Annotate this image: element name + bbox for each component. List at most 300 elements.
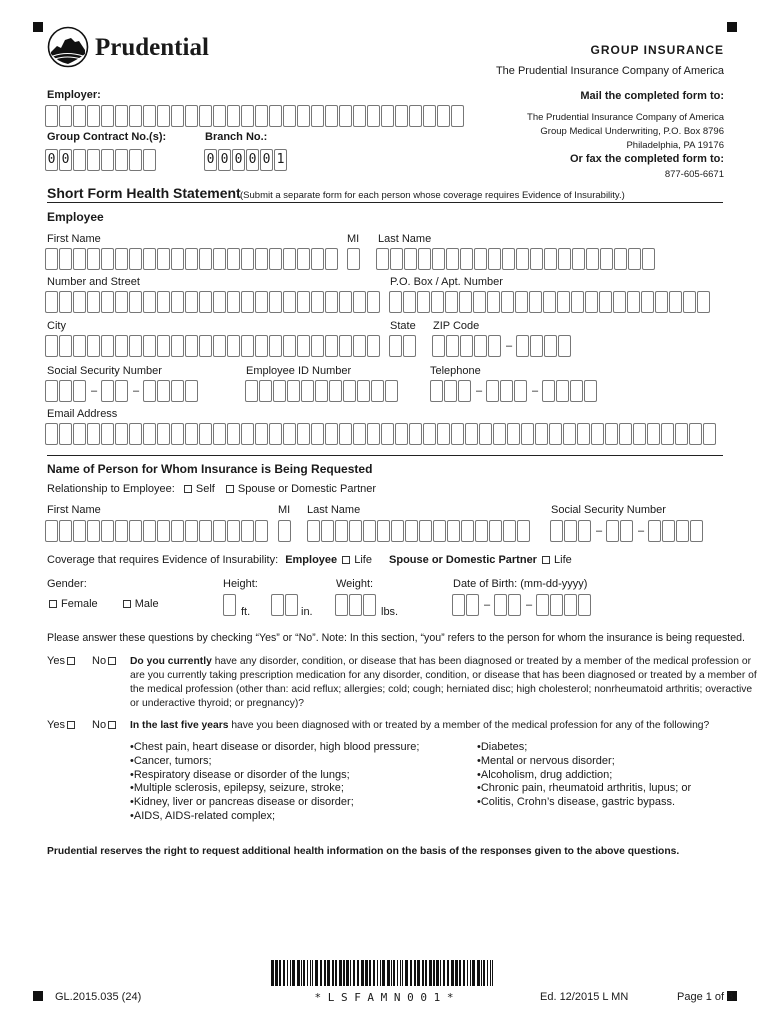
char-box[interactable] [357, 380, 370, 402]
char-box[interactable] [460, 248, 473, 270]
char-box[interactable]: 0 [45, 149, 58, 171]
char-box[interactable] [255, 520, 268, 542]
char-box[interactable] [556, 380, 569, 402]
char-box[interactable] [619, 423, 632, 445]
char-box[interactable] [465, 423, 478, 445]
char-box[interactable] [283, 423, 296, 445]
char-box[interactable] [325, 291, 338, 313]
char-box[interactable] [255, 105, 268, 127]
char-box[interactable] [223, 594, 236, 616]
char-box[interactable] [535, 423, 548, 445]
employee-life-checkbox[interactable] [342, 556, 350, 564]
char-box[interactable] [87, 335, 100, 357]
char-box[interactable] [185, 105, 198, 127]
char-box[interactable] [59, 335, 72, 357]
char-box[interactable] [45, 520, 58, 542]
char-box[interactable] [571, 291, 584, 313]
char-box[interactable] [353, 291, 366, 313]
char-box[interactable] [529, 291, 542, 313]
char-box[interactable] [255, 248, 268, 270]
char-box[interactable] [129, 423, 142, 445]
char-box[interactable] [500, 380, 513, 402]
char-box[interactable] [241, 105, 254, 127]
char-box[interactable] [675, 423, 688, 445]
char-box[interactable] [101, 105, 114, 127]
char-box[interactable] [171, 335, 184, 357]
char-box[interactable] [59, 520, 72, 542]
char-box[interactable] [73, 149, 86, 171]
char-box[interactable] [185, 248, 198, 270]
female-checkbox[interactable] [49, 600, 57, 608]
char-box[interactable] [600, 248, 613, 270]
char-box[interactable] [445, 291, 458, 313]
char-box[interactable] [213, 248, 226, 270]
char-box[interactable] [367, 335, 380, 357]
char-box[interactable] [530, 335, 543, 357]
char-box[interactable] [73, 248, 86, 270]
char-box[interactable] [59, 423, 72, 445]
char-box[interactable] [628, 248, 641, 270]
char-box[interactable] [404, 248, 417, 270]
char-box[interactable] [339, 335, 352, 357]
char-box[interactable] [297, 248, 310, 270]
char-box[interactable] [339, 105, 352, 127]
char-box[interactable] [73, 105, 86, 127]
char-box[interactable] [452, 594, 465, 616]
char-box[interactable] [697, 291, 710, 313]
char-box[interactable] [171, 291, 184, 313]
char-box[interactable] [101, 248, 114, 270]
char-box[interactable] [185, 335, 198, 357]
char-box[interactable] [367, 291, 380, 313]
char-box[interactable] [115, 149, 128, 171]
char-box[interactable] [287, 380, 300, 402]
char-box[interactable] [227, 520, 240, 542]
char-box[interactable] [157, 105, 170, 127]
height-inches-field[interactable] [271, 594, 299, 616]
char-box[interactable] [367, 105, 380, 127]
char-box[interactable] [143, 520, 156, 542]
char-box[interactable] [171, 520, 184, 542]
char-box[interactable] [353, 335, 366, 357]
char-box[interactable] [311, 291, 324, 313]
char-box[interactable] [255, 423, 268, 445]
char-box[interactable] [87, 149, 100, 171]
char-box[interactable] [213, 423, 226, 445]
char-box[interactable] [367, 423, 380, 445]
char-box[interactable] [363, 520, 376, 542]
height-feet-field[interactable] [223, 594, 237, 616]
char-box[interactable] [157, 248, 170, 270]
pobox-field[interactable] [389, 291, 711, 313]
char-box[interactable] [143, 248, 156, 270]
char-box[interactable] [115, 335, 128, 357]
char-box[interactable] [578, 594, 591, 616]
char-box[interactable] [213, 335, 226, 357]
char-box[interactable] [363, 594, 376, 616]
email-field[interactable] [45, 423, 717, 445]
char-box[interactable] [325, 335, 338, 357]
char-box[interactable] [530, 248, 543, 270]
char-box[interactable] [339, 423, 352, 445]
char-box[interactable] [347, 248, 360, 270]
char-box[interactable] [543, 291, 556, 313]
char-box[interactable] [101, 335, 114, 357]
char-box[interactable] [409, 105, 422, 127]
char-box[interactable] [475, 520, 488, 542]
char-box[interactable] [437, 105, 450, 127]
char-box[interactable] [227, 248, 240, 270]
char-box[interactable] [479, 423, 492, 445]
char-box[interactable] [259, 380, 272, 402]
char-box[interactable] [157, 335, 170, 357]
char-box[interactable] [516, 248, 529, 270]
char-box[interactable] [432, 248, 445, 270]
char-box[interactable] [241, 423, 254, 445]
char-box[interactable] [376, 248, 389, 270]
char-box[interactable] [586, 248, 599, 270]
char-box[interactable] [516, 335, 529, 357]
char-box[interactable] [143, 149, 156, 171]
char-box[interactable] [59, 105, 72, 127]
zip-field[interactable] [432, 335, 572, 357]
char-box[interactable] [433, 520, 446, 542]
char-box[interactable] [605, 423, 618, 445]
char-box[interactable] [185, 291, 198, 313]
char-box[interactable] [633, 423, 646, 445]
char-box[interactable] [45, 335, 58, 357]
char-box[interactable] [591, 423, 604, 445]
char-box[interactable] [241, 335, 254, 357]
char-box[interactable] [101, 149, 114, 171]
char-box[interactable] [269, 248, 282, 270]
dob-field[interactable] [452, 594, 592, 616]
char-box[interactable] [676, 520, 689, 542]
char-box[interactable] [474, 335, 487, 357]
char-box[interactable] [311, 335, 324, 357]
street-field[interactable] [45, 291, 381, 313]
char-box[interactable] [213, 105, 226, 127]
char-box[interactable] [487, 291, 500, 313]
char-box[interactable] [241, 520, 254, 542]
char-box[interactable] [549, 423, 562, 445]
char-box[interactable] [655, 291, 668, 313]
char-box[interactable] [227, 291, 240, 313]
q2-yes-checkbox[interactable] [67, 721, 75, 729]
char-box[interactable] [269, 423, 282, 445]
char-box[interactable] [311, 248, 324, 270]
char-box[interactable] [199, 520, 212, 542]
char-box[interactable] [385, 380, 398, 402]
branch-field[interactable] [204, 149, 288, 171]
char-box[interactable] [584, 380, 597, 402]
insured-mi-field[interactable] [278, 520, 292, 542]
char-box[interactable] [585, 291, 598, 313]
char-box[interactable] [423, 105, 436, 127]
char-box[interactable] [690, 520, 703, 542]
char-box[interactable] [335, 520, 348, 542]
char-box[interactable] [458, 380, 471, 402]
char-box[interactable] [283, 335, 296, 357]
char-box[interactable] [87, 105, 100, 127]
char-box[interactable] [459, 291, 472, 313]
char-box[interactable] [514, 380, 527, 402]
char-box[interactable] [241, 291, 254, 313]
char-box[interactable] [143, 335, 156, 357]
char-box[interactable] [283, 105, 296, 127]
char-box[interactable] [613, 291, 626, 313]
char-box[interactable] [395, 105, 408, 127]
char-box[interactable] [73, 520, 86, 542]
char-box[interactable] [343, 380, 356, 402]
char-box[interactable] [389, 291, 402, 313]
q2-no-checkbox[interactable] [108, 721, 116, 729]
char-box[interactable] [129, 291, 142, 313]
char-box[interactable] [521, 423, 534, 445]
char-box[interactable] [315, 380, 328, 402]
char-box[interactable] [297, 423, 310, 445]
employee-last-name-field[interactable] [376, 248, 656, 270]
char-box[interactable] [473, 291, 486, 313]
char-box[interactable] [269, 105, 282, 127]
char-box[interactable] [391, 520, 404, 542]
char-box[interactable] [129, 105, 142, 127]
char-box[interactable] [199, 105, 212, 127]
char-box[interactable] [564, 594, 577, 616]
char-box[interactable] [101, 423, 114, 445]
char-box[interactable] [488, 248, 501, 270]
char-box[interactable] [45, 380, 58, 402]
char-box[interactable] [423, 423, 436, 445]
char-box[interactable] [647, 423, 660, 445]
char-box[interactable] [493, 423, 506, 445]
char-box[interactable] [515, 291, 528, 313]
group-contract-field[interactable] [45, 149, 157, 171]
char-box[interactable] [329, 380, 342, 402]
char-box[interactable] [73, 335, 86, 357]
char-box[interactable] [642, 248, 655, 270]
char-box[interactable] [508, 594, 521, 616]
char-box[interactable] [446, 335, 459, 357]
char-box[interactable] [409, 423, 422, 445]
char-box[interactable] [606, 520, 619, 542]
char-box[interactable] [297, 105, 310, 127]
char-box[interactable] [245, 380, 258, 402]
char-box[interactable] [185, 423, 198, 445]
char-box[interactable] [564, 520, 577, 542]
char-box[interactable] [73, 423, 86, 445]
char-box[interactable] [227, 423, 240, 445]
char-box[interactable] [297, 291, 310, 313]
char-box[interactable] [199, 291, 212, 313]
char-box[interactable] [486, 380, 499, 402]
employee-id-field[interactable] [245, 380, 399, 402]
char-box[interactable] [129, 149, 142, 171]
char-box[interactable] [444, 380, 457, 402]
char-box[interactable] [87, 423, 100, 445]
char-box[interactable] [339, 291, 352, 313]
char-box[interactable] [87, 248, 100, 270]
char-box[interactable] [325, 423, 338, 445]
char-box[interactable] [59, 248, 72, 270]
char-box[interactable] [157, 380, 170, 402]
char-box[interactable] [115, 291, 128, 313]
char-box[interactable] [301, 380, 314, 402]
char-box[interactable] [241, 248, 254, 270]
char-box[interactable] [460, 335, 473, 357]
char-box[interactable] [307, 520, 320, 542]
char-box[interactable] [377, 520, 390, 542]
char-box[interactable] [494, 594, 507, 616]
self-checkbox[interactable] [184, 485, 192, 493]
char-box[interactable] [371, 380, 384, 402]
char-box[interactable] [101, 380, 114, 402]
employee-mi-field[interactable] [347, 248, 361, 270]
char-box[interactable] [641, 291, 654, 313]
char-box[interactable] [45, 423, 58, 445]
char-box[interactable] [461, 520, 474, 542]
char-box[interactable] [171, 423, 184, 445]
char-box[interactable]: 0 [218, 149, 231, 171]
char-box[interactable]: 0 [204, 149, 217, 171]
char-box[interactable] [171, 105, 184, 127]
char-box[interactable] [255, 335, 268, 357]
char-box[interactable] [570, 380, 583, 402]
char-box[interactable] [474, 248, 487, 270]
employer-field[interactable] [45, 105, 465, 127]
char-box[interactable] [557, 291, 570, 313]
char-box[interactable] [227, 105, 240, 127]
char-box[interactable] [517, 520, 530, 542]
char-box[interactable] [87, 291, 100, 313]
q1-no-checkbox[interactable] [108, 657, 116, 665]
char-box[interactable] [335, 594, 348, 616]
char-box[interactable] [432, 335, 445, 357]
char-box[interactable] [129, 520, 142, 542]
employee-ssn-field[interactable] [45, 380, 199, 402]
city-field[interactable] [45, 335, 381, 357]
char-box[interactable] [45, 248, 58, 270]
char-box[interactable] [59, 380, 72, 402]
char-box[interactable] [381, 423, 394, 445]
char-box[interactable] [115, 105, 128, 127]
char-box[interactable] [325, 105, 338, 127]
char-box[interactable] [311, 423, 324, 445]
char-box[interactable] [285, 594, 298, 616]
char-box[interactable] [143, 423, 156, 445]
char-box[interactable] [390, 248, 403, 270]
insured-ssn-field[interactable] [550, 520, 704, 542]
char-box[interactable] [129, 248, 142, 270]
char-box[interactable] [417, 291, 430, 313]
char-box[interactable] [599, 291, 612, 313]
char-box[interactable] [418, 248, 431, 270]
char-box[interactable] [501, 291, 514, 313]
char-box[interactable] [403, 335, 416, 357]
char-box[interactable] [544, 248, 557, 270]
char-box[interactable] [563, 423, 576, 445]
char-box[interactable] [157, 423, 170, 445]
char-box[interactable] [143, 380, 156, 402]
char-box[interactable] [297, 335, 310, 357]
char-box[interactable] [115, 520, 128, 542]
char-box[interactable] [419, 520, 432, 542]
char-box[interactable] [395, 423, 408, 445]
char-box[interactable] [171, 248, 184, 270]
char-box[interactable] [321, 520, 334, 542]
char-box[interactable] [627, 291, 640, 313]
char-box[interactable] [550, 520, 563, 542]
char-box[interactable] [502, 248, 515, 270]
q1-yes-checkbox[interactable] [67, 657, 75, 665]
char-box[interactable] [572, 248, 585, 270]
char-box[interactable] [45, 291, 58, 313]
char-box[interactable] [447, 520, 460, 542]
char-box[interactable] [451, 105, 464, 127]
spouse-checkbox[interactable] [226, 485, 234, 493]
char-box[interactable] [278, 520, 291, 542]
char-box[interactable] [269, 335, 282, 357]
char-box[interactable] [661, 423, 674, 445]
char-box[interactable] [389, 335, 402, 357]
insured-first-name-field[interactable] [45, 520, 269, 542]
char-box[interactable] [271, 594, 284, 616]
char-box[interactable] [431, 291, 444, 313]
char-box[interactable] [405, 520, 418, 542]
char-box[interactable] [542, 380, 555, 402]
char-box[interactable] [558, 335, 571, 357]
weight-field[interactable] [335, 594, 377, 616]
char-box[interactable] [157, 291, 170, 313]
char-box[interactable] [536, 594, 549, 616]
char-box[interactable] [185, 380, 198, 402]
char-box[interactable] [437, 423, 450, 445]
char-box[interactable] [129, 335, 142, 357]
char-box[interactable] [466, 594, 479, 616]
char-box[interactable] [403, 291, 416, 313]
male-checkbox[interactable] [123, 600, 131, 608]
char-box[interactable] [45, 105, 58, 127]
char-box[interactable] [87, 520, 100, 542]
telephone-field[interactable] [430, 380, 598, 402]
char-box[interactable] [349, 520, 362, 542]
char-box[interactable] [703, 423, 716, 445]
spouse-life-checkbox[interactable] [542, 556, 550, 564]
char-box[interactable] [578, 520, 591, 542]
char-box[interactable]: 0 [246, 149, 259, 171]
char-box[interactable] [381, 105, 394, 127]
char-box[interactable] [73, 291, 86, 313]
char-box[interactable] [669, 291, 682, 313]
char-box[interactable] [101, 291, 114, 313]
char-box[interactable] [199, 248, 212, 270]
char-box[interactable] [73, 380, 86, 402]
char-box[interactable] [273, 380, 286, 402]
char-box[interactable] [115, 380, 128, 402]
char-box[interactable] [59, 291, 72, 313]
char-box[interactable] [311, 105, 324, 127]
char-box[interactable] [213, 520, 226, 542]
char-box[interactable] [255, 291, 268, 313]
char-box[interactable] [620, 520, 633, 542]
char-box[interactable] [283, 291, 296, 313]
char-box[interactable]: 0 [260, 149, 273, 171]
char-box[interactable] [614, 248, 627, 270]
char-box[interactable] [283, 248, 296, 270]
insured-last-name-field[interactable] [307, 520, 531, 542]
char-box[interactable] [353, 105, 366, 127]
char-box[interactable] [544, 335, 557, 357]
